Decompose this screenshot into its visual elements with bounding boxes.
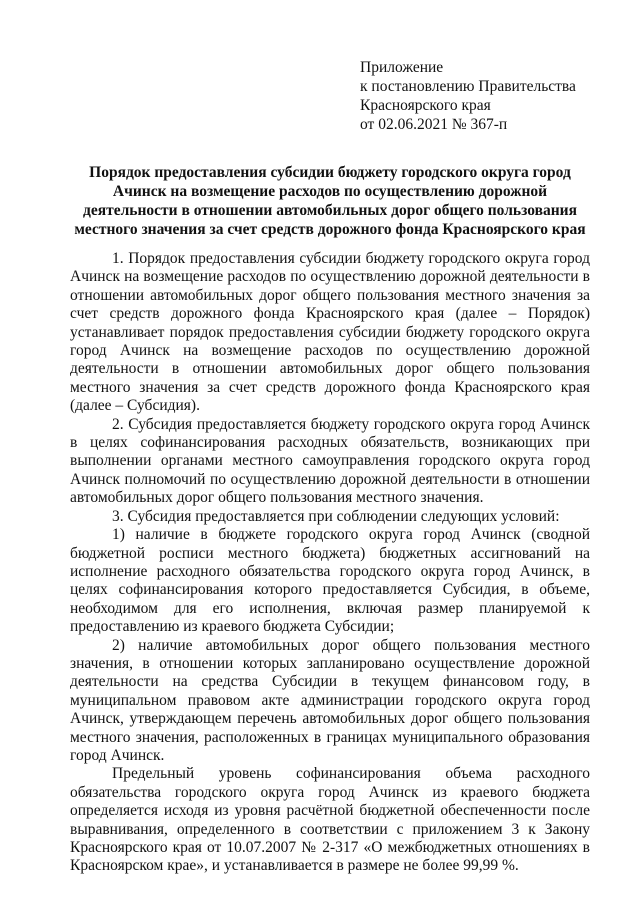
- paragraph-2: 2. Субсидия предоставляется бюджету городского округа город Ачинск в целях софинансирования расходных обязательств, возникающих при выполнении органами местного самоуправления городского округа город Ачинск полномочий по осуществлению дорожной деятельности в отношении автомобильных дорог общего пользования местного значения.: [70, 415, 590, 507]
- title-line: Порядок предоставления субсидии бюджету городского округа город: [89, 164, 571, 181]
- appendix-line: от 02.06.2021 № 367-п: [360, 116, 508, 133]
- title-line: деятельности в отношении автомобильных дорог общего пользования: [83, 202, 577, 219]
- appendix-line: к постановлению Правительства: [360, 78, 576, 95]
- document-body: [70, 250, 590, 876]
- paragraph-condition-1: 1) наличие в бюджете городского округа город Ачинск (сводной бюджетной росписи местного бюджета) бюджетных ассигнований на исполнение расходного обязательства городского округа город Ачинск, в целях софинансирования которого предоставляется Субсидия, в объеме, необходимом для его исполнения, включая размер планируемой к предоставлению из краевого бюджета Субсидии;: [70, 526, 590, 636]
- appendix-block: [360, 58, 576, 134]
- appendix-line: Приложение: [360, 59, 444, 76]
- paragraph-1: 1. Порядок предоставления субсидии бюджету городского округа город Ачинск на возмещение расходов по осуществлению дорожной деятельности в отношении автомобильных дорог общего пользования местного значения за счет средств дорожного фонда Красноярского края (далее – Порядок) устанавливает порядок предоставления субсидии бюджету городского округа город Ачинск на возмещение расходов по осуществлению дорожной деятельности в отношении автомобильных дорог общего пользования местного значения за счет средств дорожного фонда Красноярского края (далее – Субсидия).: [70, 250, 590, 415]
- paragraph-cofinancing: Предельный уровень софинансирования объема расходного обязательства городского округа город Ачинск из краевого бюджета определяется исходя из уровня расчётной бюджетной обеспеченности после выравнивания, определенного в соответствии с приложением 3 к Закону Красноярского края от 10.07.2007 № 2-317 «О межбюджетных отношениях в Красноярском крае», и устанавливается в размере не более 99,99 %.: [70, 765, 590, 875]
- paragraph-3: 3. Субсидия предоставляется при соблюдении следующих условий:: [112, 507, 560, 525]
- title-line: Ачинск на возмещение расходов по осуществлению дорожной: [112, 183, 548, 200]
- title-line: местного значения за счет средств дорожного фонда Красноярского края: [74, 221, 586, 238]
- paragraph-condition-2: 2) наличие автомобильных дорог общего пользования местного значения, в отношении которых запланировано осуществление дорожной деятельности на средства Субсидии в текущем финансовом году, в муниципальном правовом акте администрации городского округа город Ачинск, утверждающем перечень автомобильных дорог общего пользования местного значения, расположенных в границах муниципального образования город Ачинск.: [70, 636, 590, 764]
- document-title: [70, 163, 590, 239]
- appendix-line: Красноярского края: [360, 97, 491, 114]
